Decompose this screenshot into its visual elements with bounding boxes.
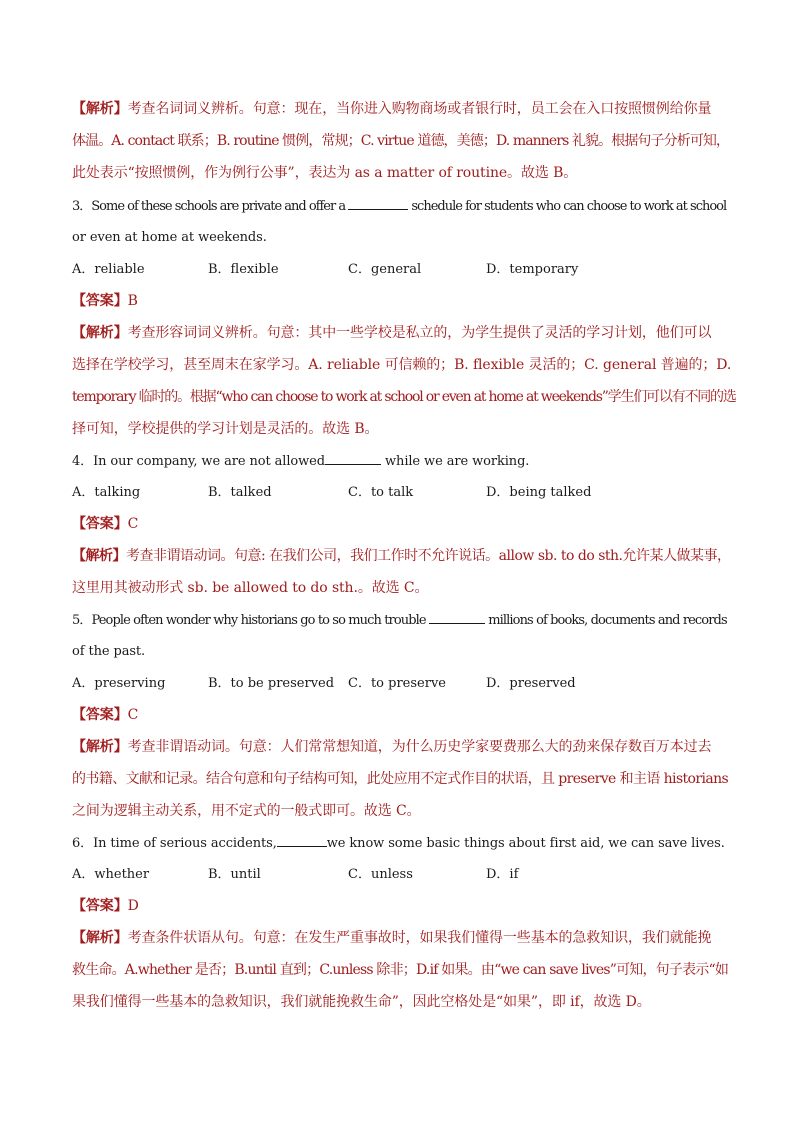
answer-value: C — [127, 516, 139, 532]
answer-blank — [325, 452, 381, 465]
option-d: D．being talked — [486, 485, 592, 500]
q3-options — [72, 261, 732, 279]
answer-blank — [277, 834, 327, 847]
answer-tag: 【答案】 — [72, 516, 128, 532]
option-a: A．whether — [72, 867, 150, 882]
answer-blank — [348, 197, 408, 210]
option-c: C．to preserve — [348, 676, 446, 691]
q5-options — [72, 675, 732, 693]
q5-stem-line-2: of the past. — [72, 644, 146, 659]
analysis-tag: 【解析】 — [72, 101, 128, 117]
answer-tag: 【答案】 — [72, 707, 128, 723]
answer-tag: 【答案】 — [72, 898, 128, 914]
option-b: B．until — [208, 867, 261, 882]
q4-stem: 4．In our company, we are not allowed while we are working. — [72, 454, 530, 469]
answer-tag: 【答案】 — [72, 293, 128, 309]
q2-analysis-line-1: 【解析】考查名词词义辨析。句意：现在，当你进入购物商场或者银行时，员工会在入口按照惯例给你量 — [72, 101, 712, 117]
q3-stem-line-2: or even at home at weekends. — [72, 230, 267, 245]
option-b: B．flexible — [208, 262, 279, 277]
option-c: C．unless — [348, 867, 413, 882]
analysis-tag: 【解析】 — [72, 548, 126, 564]
q6-stem: 6．In time of serious accidents, we know some basic things about first aid, we can save lives. — [72, 836, 725, 851]
answer-value: C — [127, 707, 139, 723]
analysis-tag: 【解析】 — [72, 325, 128, 341]
option-d: D．if — [486, 867, 519, 882]
option-d: D．temporary — [486, 262, 579, 277]
analysis-tag: 【解析】 — [72, 930, 128, 946]
q6-options — [72, 866, 732, 884]
option-b: B．talked — [208, 485, 272, 500]
option-a: A．reliable — [72, 262, 145, 277]
document-page: 【解析】考查名词词义辨析。句意：现在，当你进入购物商场或者银行时，员工会在入口按照惯例给你量 体温。A. contact 联系；B. routine 惯例，常规；C. virtue 道德，美德；D. manners 礼貌。根据句子分析可知， 此处表示“按照惯例，作为例行公事”，表达为 as a matter of routine。故选 B。 3．Some of these schools are private and offer a schedule for students who can choose to work at school or even at home at weekends. A．reliable B．flexible C．general D．temporary 【答案】B 【解析】考查形容词词义辨析。句意：其中一些学校是私立的，为学生提供了灵活的学习计划，他们可以 选择在学校学习，甚至周末在家学习。A. reliable 可信赖的；B. flexible 灵活的；C. general 普遍的；D. temporary 临时的。根据“who can choose to work at school or even at home at weekends”学生们可以有不同的选 择可知，学校提供的学习计划是灵活的。故选 B。 4．In our company, we are not allowed while we are working. A．talking B．talked C．to talk D．being talked 【答案】C 【解析】考查非谓语动词。句意: 在我们公司，我们工作时不允许说话。allow sb. to do sth.允许某人做某事， 这里用其被动形式 sb. be allowed to do sth.。故选 C。 5．People often wonder why historians go to so much trouble millions of books, documents and records of the past. A．preserving B．to be preserved C．to preserve D．preserved 【答案】C 【解析】考查非谓语动词。句意：人们常常想知道，为什么历史学家要费那么大的劲来保存数百万本过去 的书籍、文献和记录。结合句意和句子结构可知，此处应用不定式作目的状语，且 preserve 和主语 historians 之间为逻辑主动关系，用不定式的一般式即可。故选 C。 6．In time of serious accidents, we know some basic things about first aid, we can save lives. A．whether B．until C．unless D．if 【答案】D 【解析】考查条件状语从句。句意：在发生严重事故时，如果我们懂得一些基本的急救知识，我们就能挽 救生命。A.whether 是否；B.until 直到；C.unless 除非；D.if 如果。由“we can save lives”可知，句子表示“如 果我们懂得一些基本的急救知识，我们就能挽救生命”，因此空格处是“如果”，即 if，故选 D。 — [72, 101, 736, 1010]
answer-value: B — [127, 293, 138, 309]
answer-blank — [429, 611, 485, 624]
q5-stem-line-1: 5．People often wonder why historians go to so much trouble millions of books, documents and records — [72, 613, 727, 628]
analysis-tag: 【解析】 — [72, 739, 128, 755]
option-b: B．to be preserved — [208, 676, 335, 691]
option-a: A．preserving — [72, 676, 166, 691]
option-c: C．to talk — [348, 485, 414, 500]
option-a: A．talking — [72, 485, 141, 500]
q2-analysis-line-3: 此处表示“按照惯例，作为例行公事”，表达为 as a matter of routine。故选 B。 — [72, 165, 578, 181]
q2-analysis-line-2: 体温。A. contact 联系；B. routine 惯例，常规；C. virtue 道德，美德；D. manners 礼貌。根据句子分析可知， — [72, 133, 730, 149]
q4-options — [72, 484, 732, 502]
option-c: C．general — [348, 262, 422, 277]
answer-value: D — [127, 898, 139, 914]
option-d: D．preserved — [486, 676, 576, 691]
q3-stem-line-1: 3．Some of these schools are private and offer a schedule for students who can choose to work at school — [72, 199, 727, 214]
